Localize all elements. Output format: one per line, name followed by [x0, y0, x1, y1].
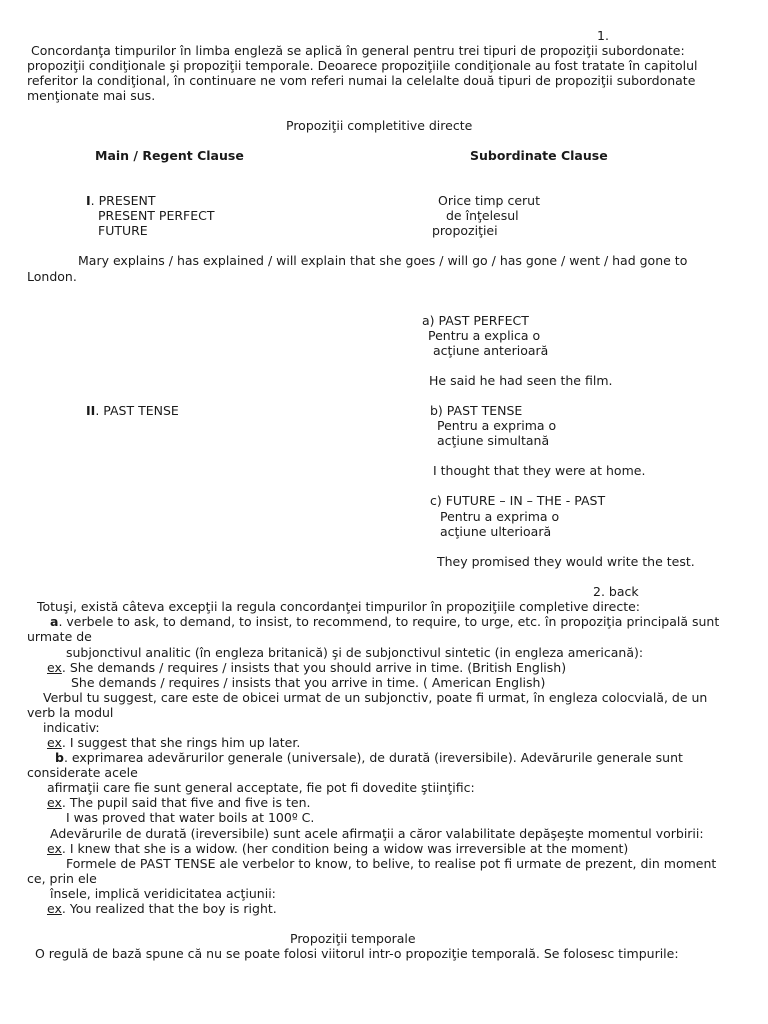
point-b-text: . exprimarea adevărurilor generale (universale), de durată (ireversibile). Adevărurile generale sunt: [63, 750, 683, 765]
ex-label: ex: [47, 660, 62, 675]
option-b-example: I thought that they were at home.: [433, 463, 646, 478]
ex-label: ex: [47, 795, 62, 810]
suggest-line-1: Verbul tu suggest, care este de obicei urmat de un subjonctiv, poate fi urmat, în engleza colocvială, de un: [43, 690, 708, 705]
group-1-line-1: [86, 193, 156, 208]
option-c-title: c) FUTURE – IN – THE - PAST: [430, 493, 606, 508]
formele-line-3: însele, implică veridicitatea acţiunii:: [50, 886, 276, 901]
ex-label: ex: [47, 735, 62, 750]
intro-line-4: menţionate mai sus.: [27, 88, 156, 103]
tense-present-perfect: PRESENT PERFECT: [98, 208, 215, 223]
option-b-title: b) PAST TENSE: [430, 403, 523, 418]
temporal-rule: O regulă de bază spune că nu se poate folosi viitorul intr-o propoziţie temporală. Se folosesc timpurile:: [35, 946, 679, 961]
page-number-2: 2. back: [593, 584, 639, 599]
tense-past: . PAST TENSE: [95, 403, 179, 418]
intro-line-2: propoziţii condiţionale şi propoziţii temporale. Deoarece propoziţiile condiţionale au fost tratate în capitolul: [27, 58, 698, 73]
example-b-3: [47, 841, 628, 856]
option-a-line-2: Pentru a explica o: [428, 328, 541, 343]
group-1-sub-line-1: Orice timp cerut: [438, 193, 540, 208]
example-1-line-2: London.: [27, 269, 77, 284]
point-a-line-3: subjonctivul analitic (în engleza britanică) şi de subjonctivul sintetic (in engleza americană):: [66, 645, 644, 660]
option-a-title: a) PAST PERFECT: [422, 313, 529, 328]
column-header-main: Main / Regent Clause: [95, 148, 244, 163]
example-b-4-text: . You realized that the boy is right.: [61, 901, 277, 916]
group-1-sub-line-2: de înţelesul: [446, 208, 519, 223]
example-b-1: [47, 795, 310, 810]
option-c-example: They promised they would write the test.: [437, 554, 695, 569]
example-suggest: [47, 735, 300, 750]
point-b-line-2: considerate acele: [27, 765, 138, 780]
group-1-sub-line-3: propoziţiei: [432, 223, 498, 238]
intro-line-1: Concordanţa timpurilor în limba engleză se aplică în general pentru trei tipuri de propoziţii subordonate:: [31, 43, 685, 58]
example-a-2: She demands / requires / insists that you arrive in time. ( American English): [71, 675, 546, 690]
example-a-1-text: . She demands / requires / insists that you should arrive in time. (British English): [61, 660, 567, 675]
ex-label: ex: [47, 901, 62, 916]
point-a-line-2: urmate de: [27, 629, 92, 644]
numeral-i: I: [86, 193, 91, 208]
group-2-main: [86, 403, 179, 418]
option-b-line-3: acţiune simultană: [437, 433, 550, 448]
example-b-2: I was proved that water boils at 100º C.: [66, 810, 315, 825]
formele-line-1: Formele de PAST TENSE ale verbelor to know, to belive, to realise pot fi urmate de prezent, din moment: [66, 856, 717, 871]
exceptions-intro: Totuşi, există câteva excepţii la regula concordanţei timpurilor în propoziţiile completive directe:: [37, 599, 641, 614]
intro-line-3: referitor la condiţional, în continuare ne vom referi numai la celelalte două tipuri de propoziţii subordonate: [27, 73, 696, 88]
option-c-line-3: acţiune ulterioară: [440, 524, 552, 539]
suggest-line-3: indicativ:: [43, 720, 100, 735]
example-1-line-1: Mary explains / has explained / will explain that she goes / will go / has gone / went / had gone to: [78, 253, 688, 268]
section-title-completive: Propoziţii completitive directe: [286, 118, 473, 133]
option-c-line-2: Pentru a exprima o: [440, 509, 560, 524]
example-a-1: [47, 660, 566, 675]
point-a-text: . verbele to ask, to demand, to insist, to recommend, to require, to urge, etc. în propoziţia principală sunt: [58, 614, 720, 629]
page-number-1: 1.: [597, 28, 609, 43]
point-b-line-1: [55, 750, 683, 765]
example-b-4: [47, 901, 277, 916]
tense-present: . PRESENT: [90, 193, 156, 208]
example-b-3-text: . I knew that she is a widow. (her condition being a widow was irreversible at the moment): [61, 841, 629, 856]
tense-future: FUTURE: [98, 223, 148, 238]
example-suggest-text: . I suggest that she rings him up later.: [61, 735, 301, 750]
numeral-ii: II: [86, 403, 96, 418]
option-b-line-2: Pentru a exprima o: [437, 418, 557, 433]
point-a-letter: a: [50, 614, 59, 629]
example-b-1-text: . The pupil said that five and five is ten.: [61, 795, 311, 810]
point-a-line-1: [50, 614, 719, 629]
option-a-line-3: acţiune anterioară: [433, 343, 549, 358]
ex-label: ex: [47, 841, 62, 856]
formele-line-2: ce, prin ele: [27, 871, 97, 886]
suggest-line-2: verb la modul: [27, 705, 114, 720]
point-b-letter: b: [55, 750, 64, 765]
option-a-example: He said he had seen the film.: [429, 373, 613, 388]
durata-paragraph: Adevărurile de durată (ireversibile) sunt acele afirmaţii a căror valabilitate depăşeşte momentul vorbirii:: [50, 826, 704, 841]
column-header-subordinate: Subordinate Clause: [470, 148, 608, 163]
point-b-line-3: afirmaţii care fie sunt general acceptate, fie pot fi dovedite ştiinţific:: [47, 780, 475, 795]
section-title-temporal: Propoziţii temporale: [290, 931, 416, 946]
